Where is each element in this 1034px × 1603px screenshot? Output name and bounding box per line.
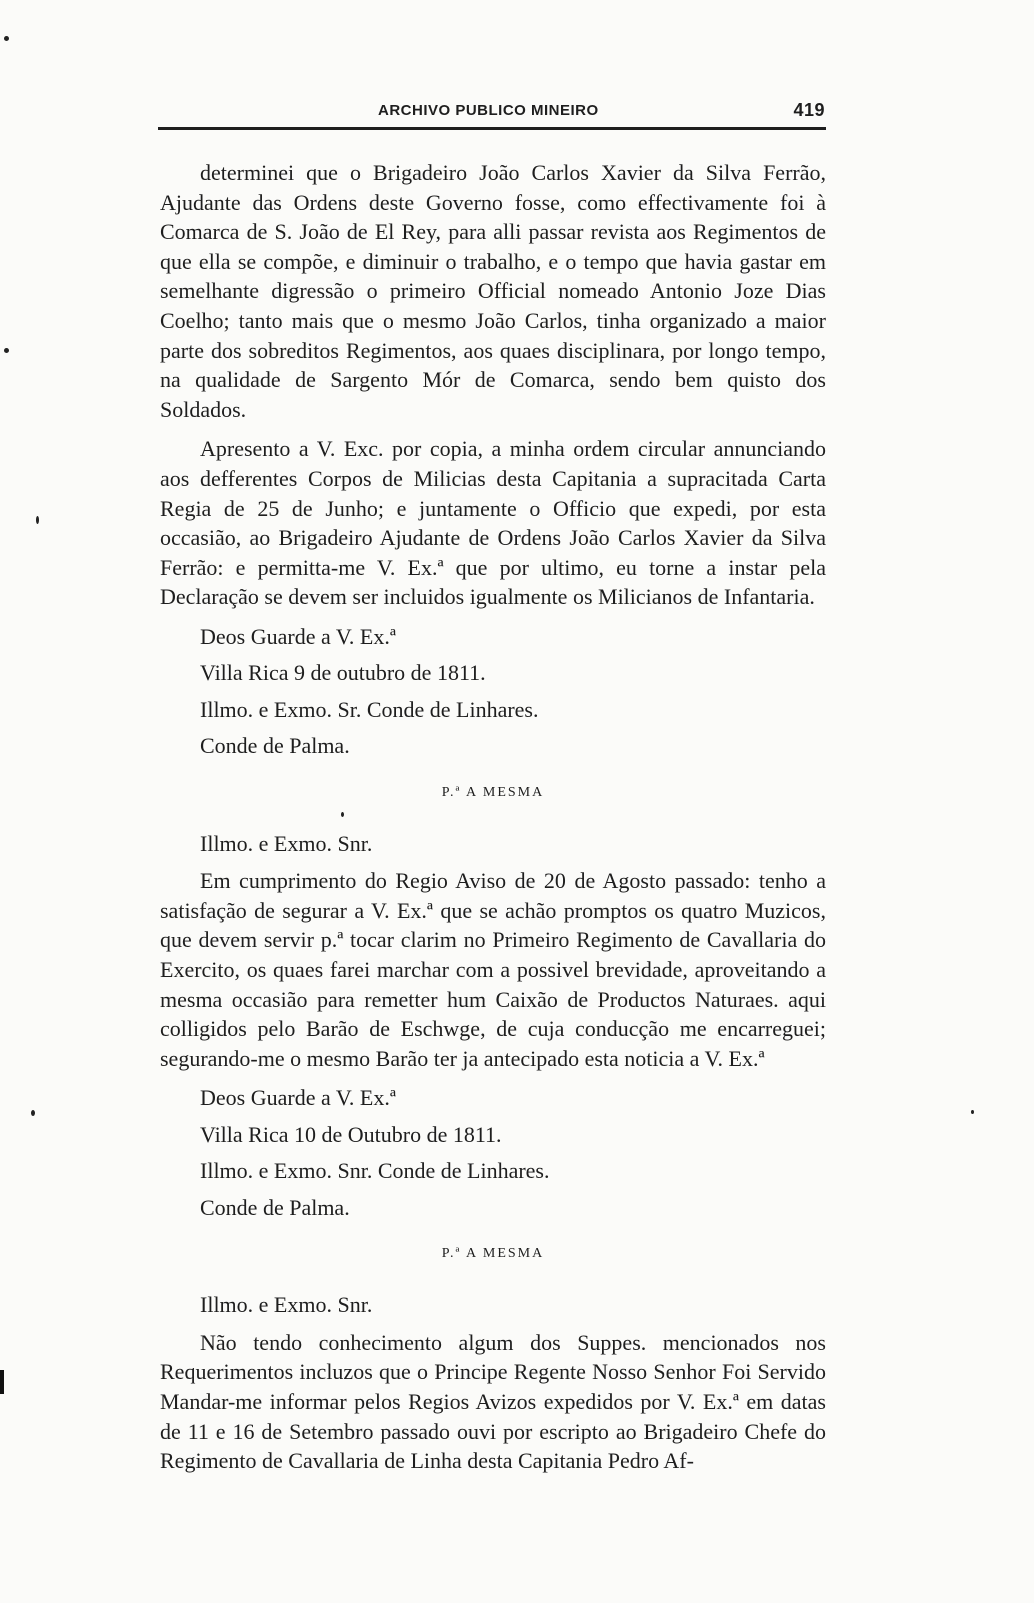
closing-date: Villa Rica 9 de outubro de 1811. <box>200 660 486 686</box>
closing-signature: Conde de Palma. <box>200 1194 350 1220</box>
header-rule <box>158 127 826 130</box>
scan-speck <box>341 812 344 817</box>
closing-signature: Conde de Palma. <box>200 733 350 759</box>
letter-3 <box>160 1246 826 1476</box>
paragraph: Não tendo conhecimento algum dos Suppes. mencionados nos Requerimentos incluzos que o Principe Regente Nosso Senhor Foi Servido Mandar-me informar pelos Regios Avizos expedidos por V. Ex.ª em datas de 11 e 16 de Setembro passado ouvi por escripto ao Brigadeiro Chefe do Regimento de Cavallaria de Linha desta Capitania Pedro Af- <box>160 1329 826 1474</box>
closing-addressee: Illmo. e Exmo. Sr. Conde de Linhares. <box>200 696 539 722</box>
paragraph: Em cumprimento do Regio Aviso de 20 de Agosto passado: tenho a satisfação de segurar a V. Ex.ª que se achão promptos os quatro Muzicos, que devem servir p.ª tocar clarim no Primeiro Regimento de Cavallaria do Exercito, os quaes farei marchar com a possivel brevidade, aproveitando a mesma occasião para remetter hum Caixão de Productos Naturaes. aqui colligidos pelo Barão de Eschwge, de cuja conducção me encarreguei; segurando-me o mesmo Barão ter ja antecipado esta noticia a V. Ex.ª <box>160 868 826 1071</box>
section-heading: P.ª A MESMA <box>441 784 545 800</box>
scan-edge-mark <box>0 1370 4 1394</box>
salutation: Illmo. e Exmo. Snr. <box>200 1292 373 1318</box>
paragraph: determinei que o Brigadeiro João Carlos Xavier da Silva Ferrão, Ajudante das Ordens deste Governo fosse, como effectivamente foi à Comarca de S. João de El Rey, para alli passar revista aos Regimentos de que ella se compõe, e diminuir o trabalho, e o tempo que havia gastar em semelhante digressão o primeiro Official nomeado Antonio Joze Dias Coelho; tanto mais que o mesmo João Carlos, tinha organizado a maior parte dos sobreditos Regimentos, aos quaes disciplinara, por longo tempo, na qualidade de Sargento Mór de Comarca, sendo bem quisto dos Soldados. <box>160 160 826 422</box>
salutation: Illmo. e Exmo. Snr. <box>200 830 373 856</box>
paragraph: Apresento a V. Exc. por copia, a minha ordem circular annunciando aos defferentes Corpos de Milicias desta Capitania a supracitada Carta Regia de 25 de Junho; e juntamente o Officio que expedi, por esta occasião, ao Brigadeiro Ajudante de Ordens João Carlos Xavier da Silva Ferrão: e permitta-me V. Ex.ª que por ultimo, eu torne a instar pela Declaração se devem ser incluidos igualmente os Milicianos de Infantaria. <box>160 436 826 610</box>
scan-speck <box>4 36 9 41</box>
section-heading: P.ª A MESMA <box>441 1246 545 1262</box>
page-number: 419 <box>793 100 825 120</box>
scan-speck <box>4 348 9 353</box>
closing-date: Villa Rica 10 de Outubro de 1811. <box>200 1121 502 1147</box>
body-text <box>160 158 826 1476</box>
closing-addressee: Illmo. e Exmo. Snr. Conde de Linhares. <box>200 1158 550 1184</box>
running-title: ARCHIVO PUBLICO MINEIRO <box>378 102 599 119</box>
closing-greeting: Deos Guarde a V. Ex.ª <box>200 623 396 649</box>
scan-speck <box>31 1110 35 1116</box>
running-head <box>160 100 825 124</box>
closing-greeting: Deos Guarde a V. Ex.ª <box>200 1085 396 1111</box>
scan-speck <box>36 516 39 524</box>
letter-2 <box>160 785 826 1223</box>
letter-1 <box>160 158 826 761</box>
scan-speck <box>971 1110 974 1114</box>
